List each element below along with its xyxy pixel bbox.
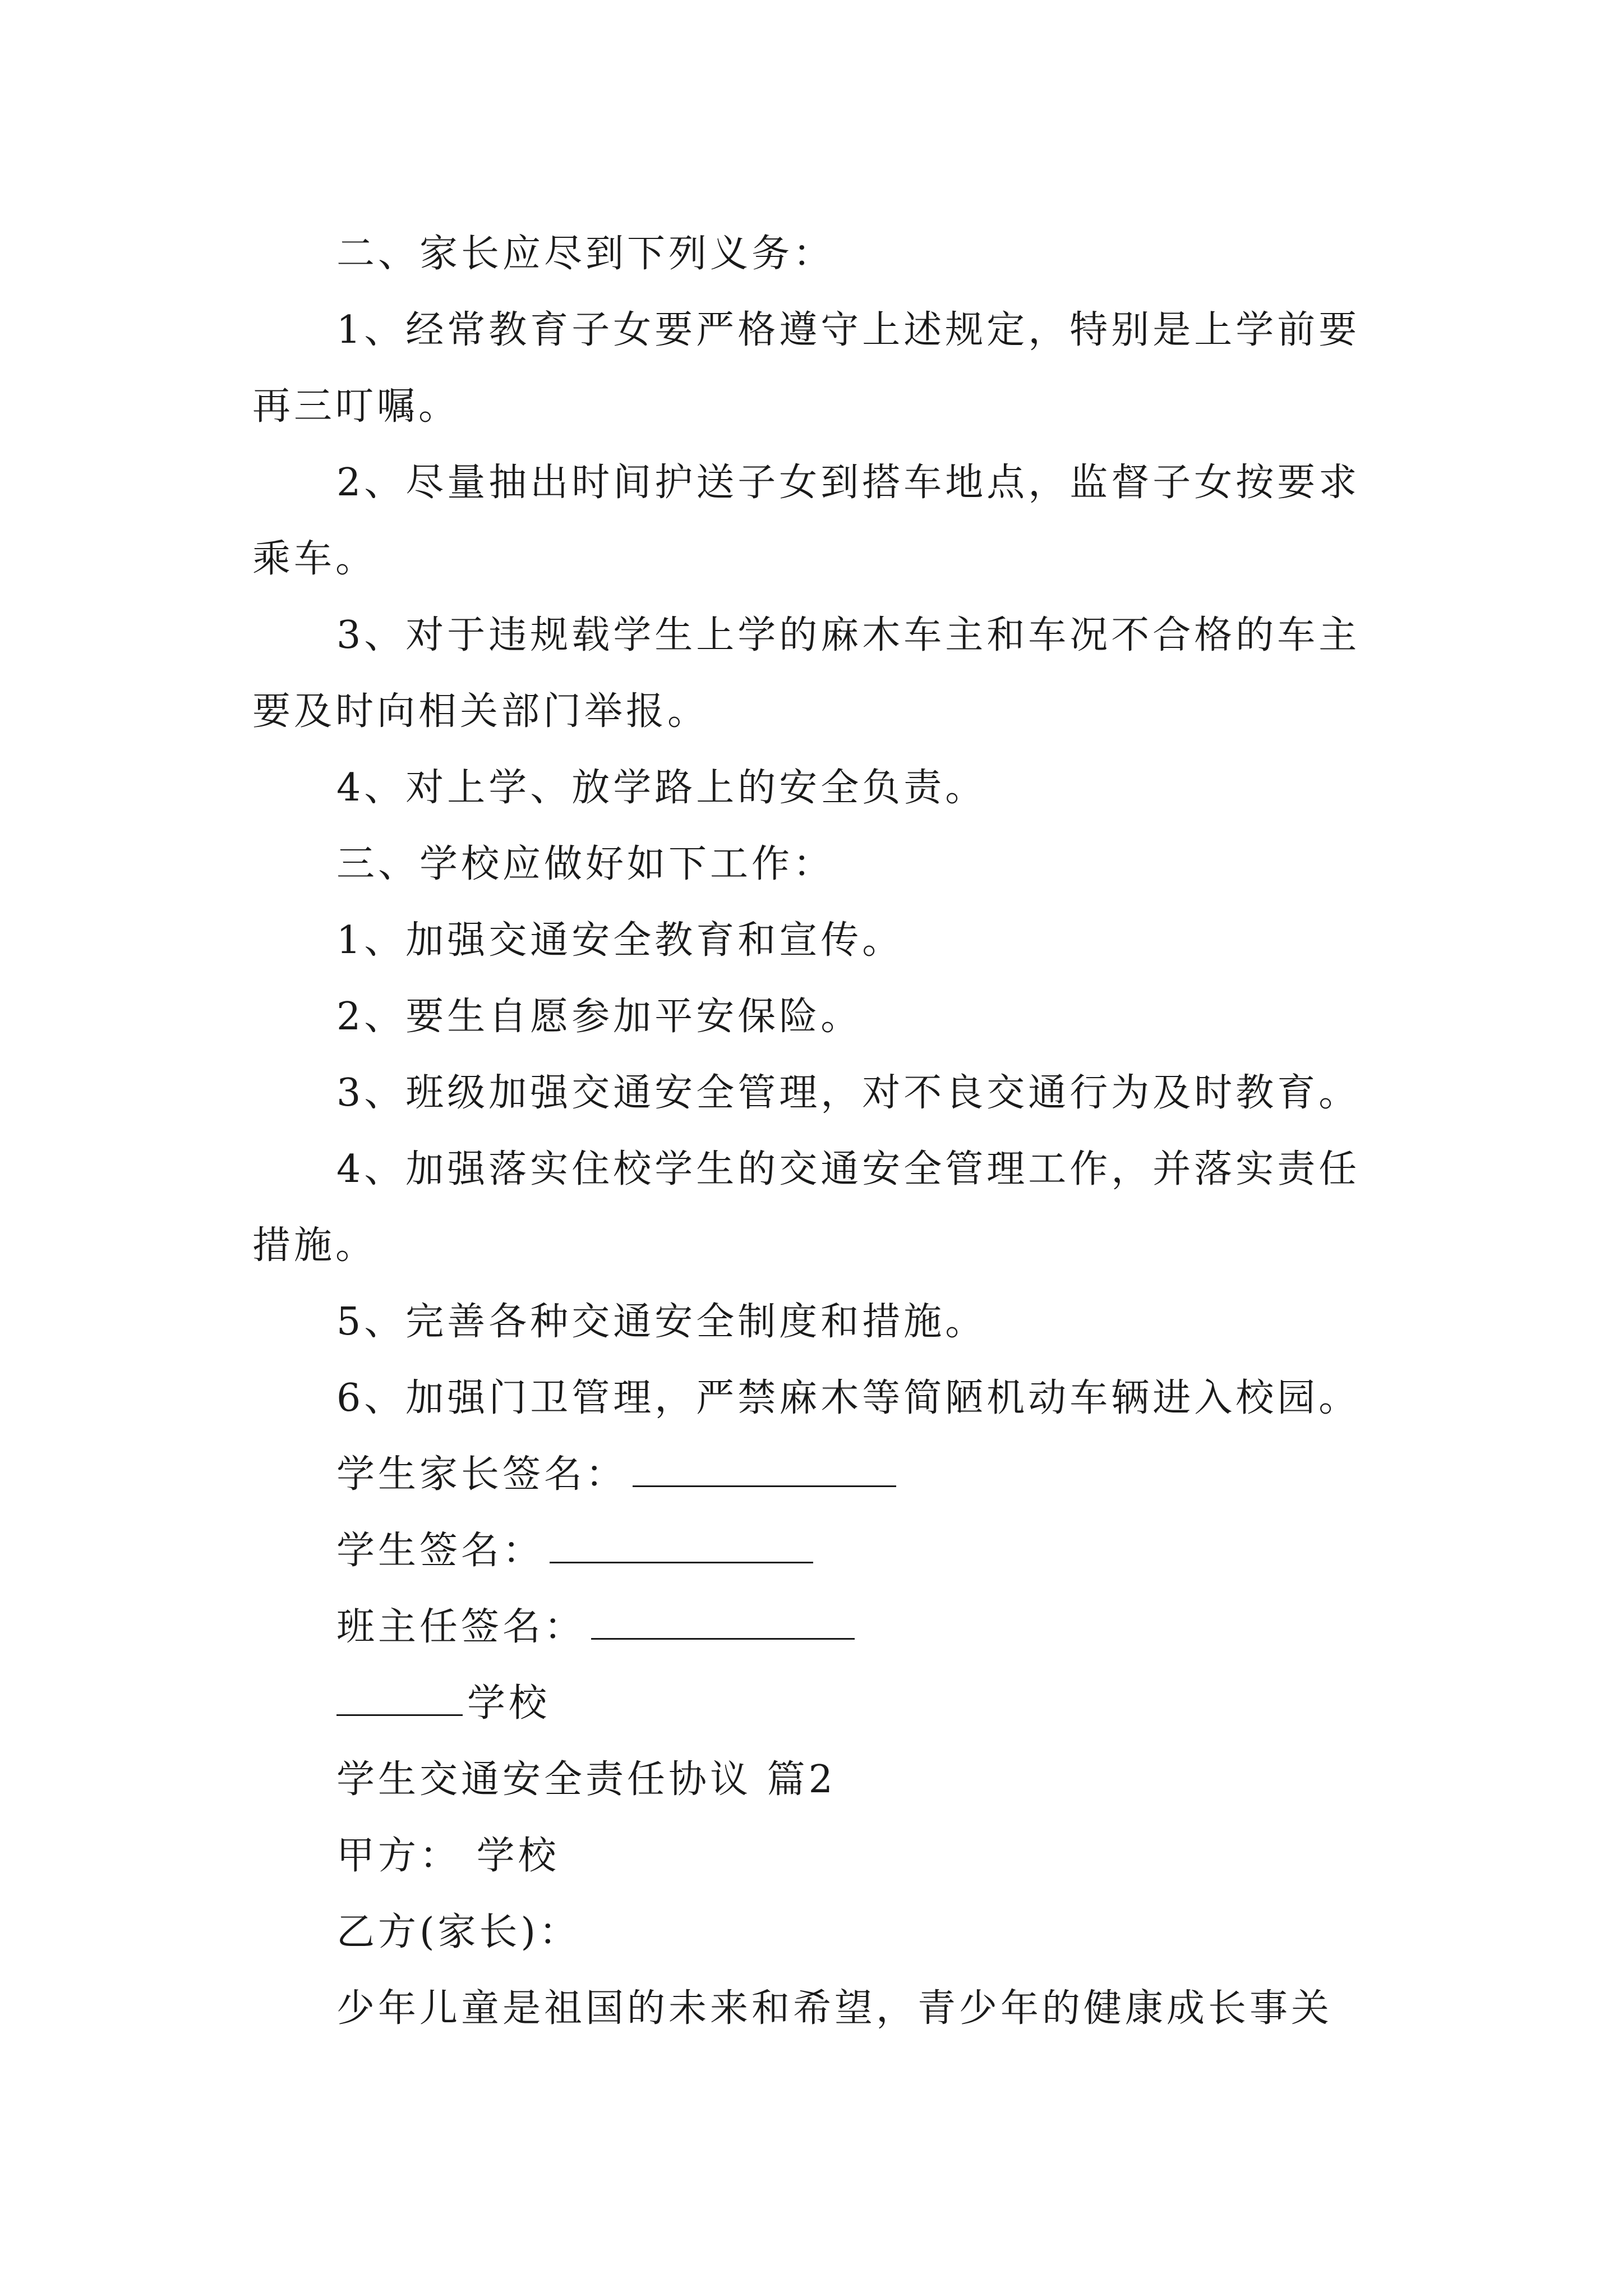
signature-parent-line bbox=[633, 1485, 896, 1487]
signature-parent-label: 学生家长签名： bbox=[336, 1452, 628, 1497]
signature-parent-row bbox=[252, 1437, 1396, 1513]
paragraph: 1、经常教育子女要严格遵守上述规定，特别是上学前要再三叮嘱。 bbox=[252, 308, 1361, 429]
final-paragraph: 少年儿童是祖国的未来和希望，青少年的健康成长事关 bbox=[336, 1986, 1333, 2031]
signature-student-line bbox=[550, 1561, 813, 1563]
paragraph: 2、尽量抽出时间护送子女到搭车地点，监督子女按要求乘车。 bbox=[252, 461, 1361, 581]
school-row bbox=[252, 1665, 1396, 1742]
paragraph: 3、班级加强交通安全管理，对不良交通行为及时教育。 bbox=[336, 1071, 1361, 1115]
paragraph: 4、加强落实住校学生的交通安全管理工作，并落实责任措施。 bbox=[252, 1147, 1361, 1268]
paragraph: 三、学校应做好如下工作： bbox=[336, 842, 835, 886]
signature-teacher-line bbox=[591, 1637, 855, 1640]
party-b: 乙方(家长)： bbox=[336, 1910, 581, 1954]
signature-teacher-label: 班主任签名： bbox=[336, 1605, 586, 1649]
paragraph: 5、完善各种交通安全制度和措施。 bbox=[336, 1300, 987, 1344]
paragraph: 2、要生自愿参加平安保险。 bbox=[336, 995, 863, 1039]
party-a: 甲方： 学校 bbox=[336, 1834, 560, 1878]
signature-student-row bbox=[252, 1513, 1396, 1589]
section-title: 学生交通安全责任协议 篇2 bbox=[336, 1757, 836, 1802]
signature-teacher-row bbox=[252, 1589, 1396, 1665]
school-name-blank bbox=[336, 1714, 463, 1716]
paragraph: 二、家长应尽到下列义务： bbox=[336, 232, 835, 276]
paragraph: 3、对于违规载学生上学的麻木车主和车况不合格的车主要及时向相关部门举报。 bbox=[252, 613, 1361, 734]
document-body bbox=[252, 216, 1396, 2047]
paragraph: 1、加强交通安全教育和宣传。 bbox=[336, 918, 904, 963]
signature-student-label: 学生签名： bbox=[336, 1529, 545, 1573]
paragraph: 4、对上学、放学路上的安全负责。 bbox=[336, 766, 987, 810]
paragraph: 6、加强门卫管理，严禁麻木等简陋机动车辆进入校园。 bbox=[336, 1376, 1361, 1420]
school-suffix: 学校 bbox=[467, 1681, 551, 1726]
